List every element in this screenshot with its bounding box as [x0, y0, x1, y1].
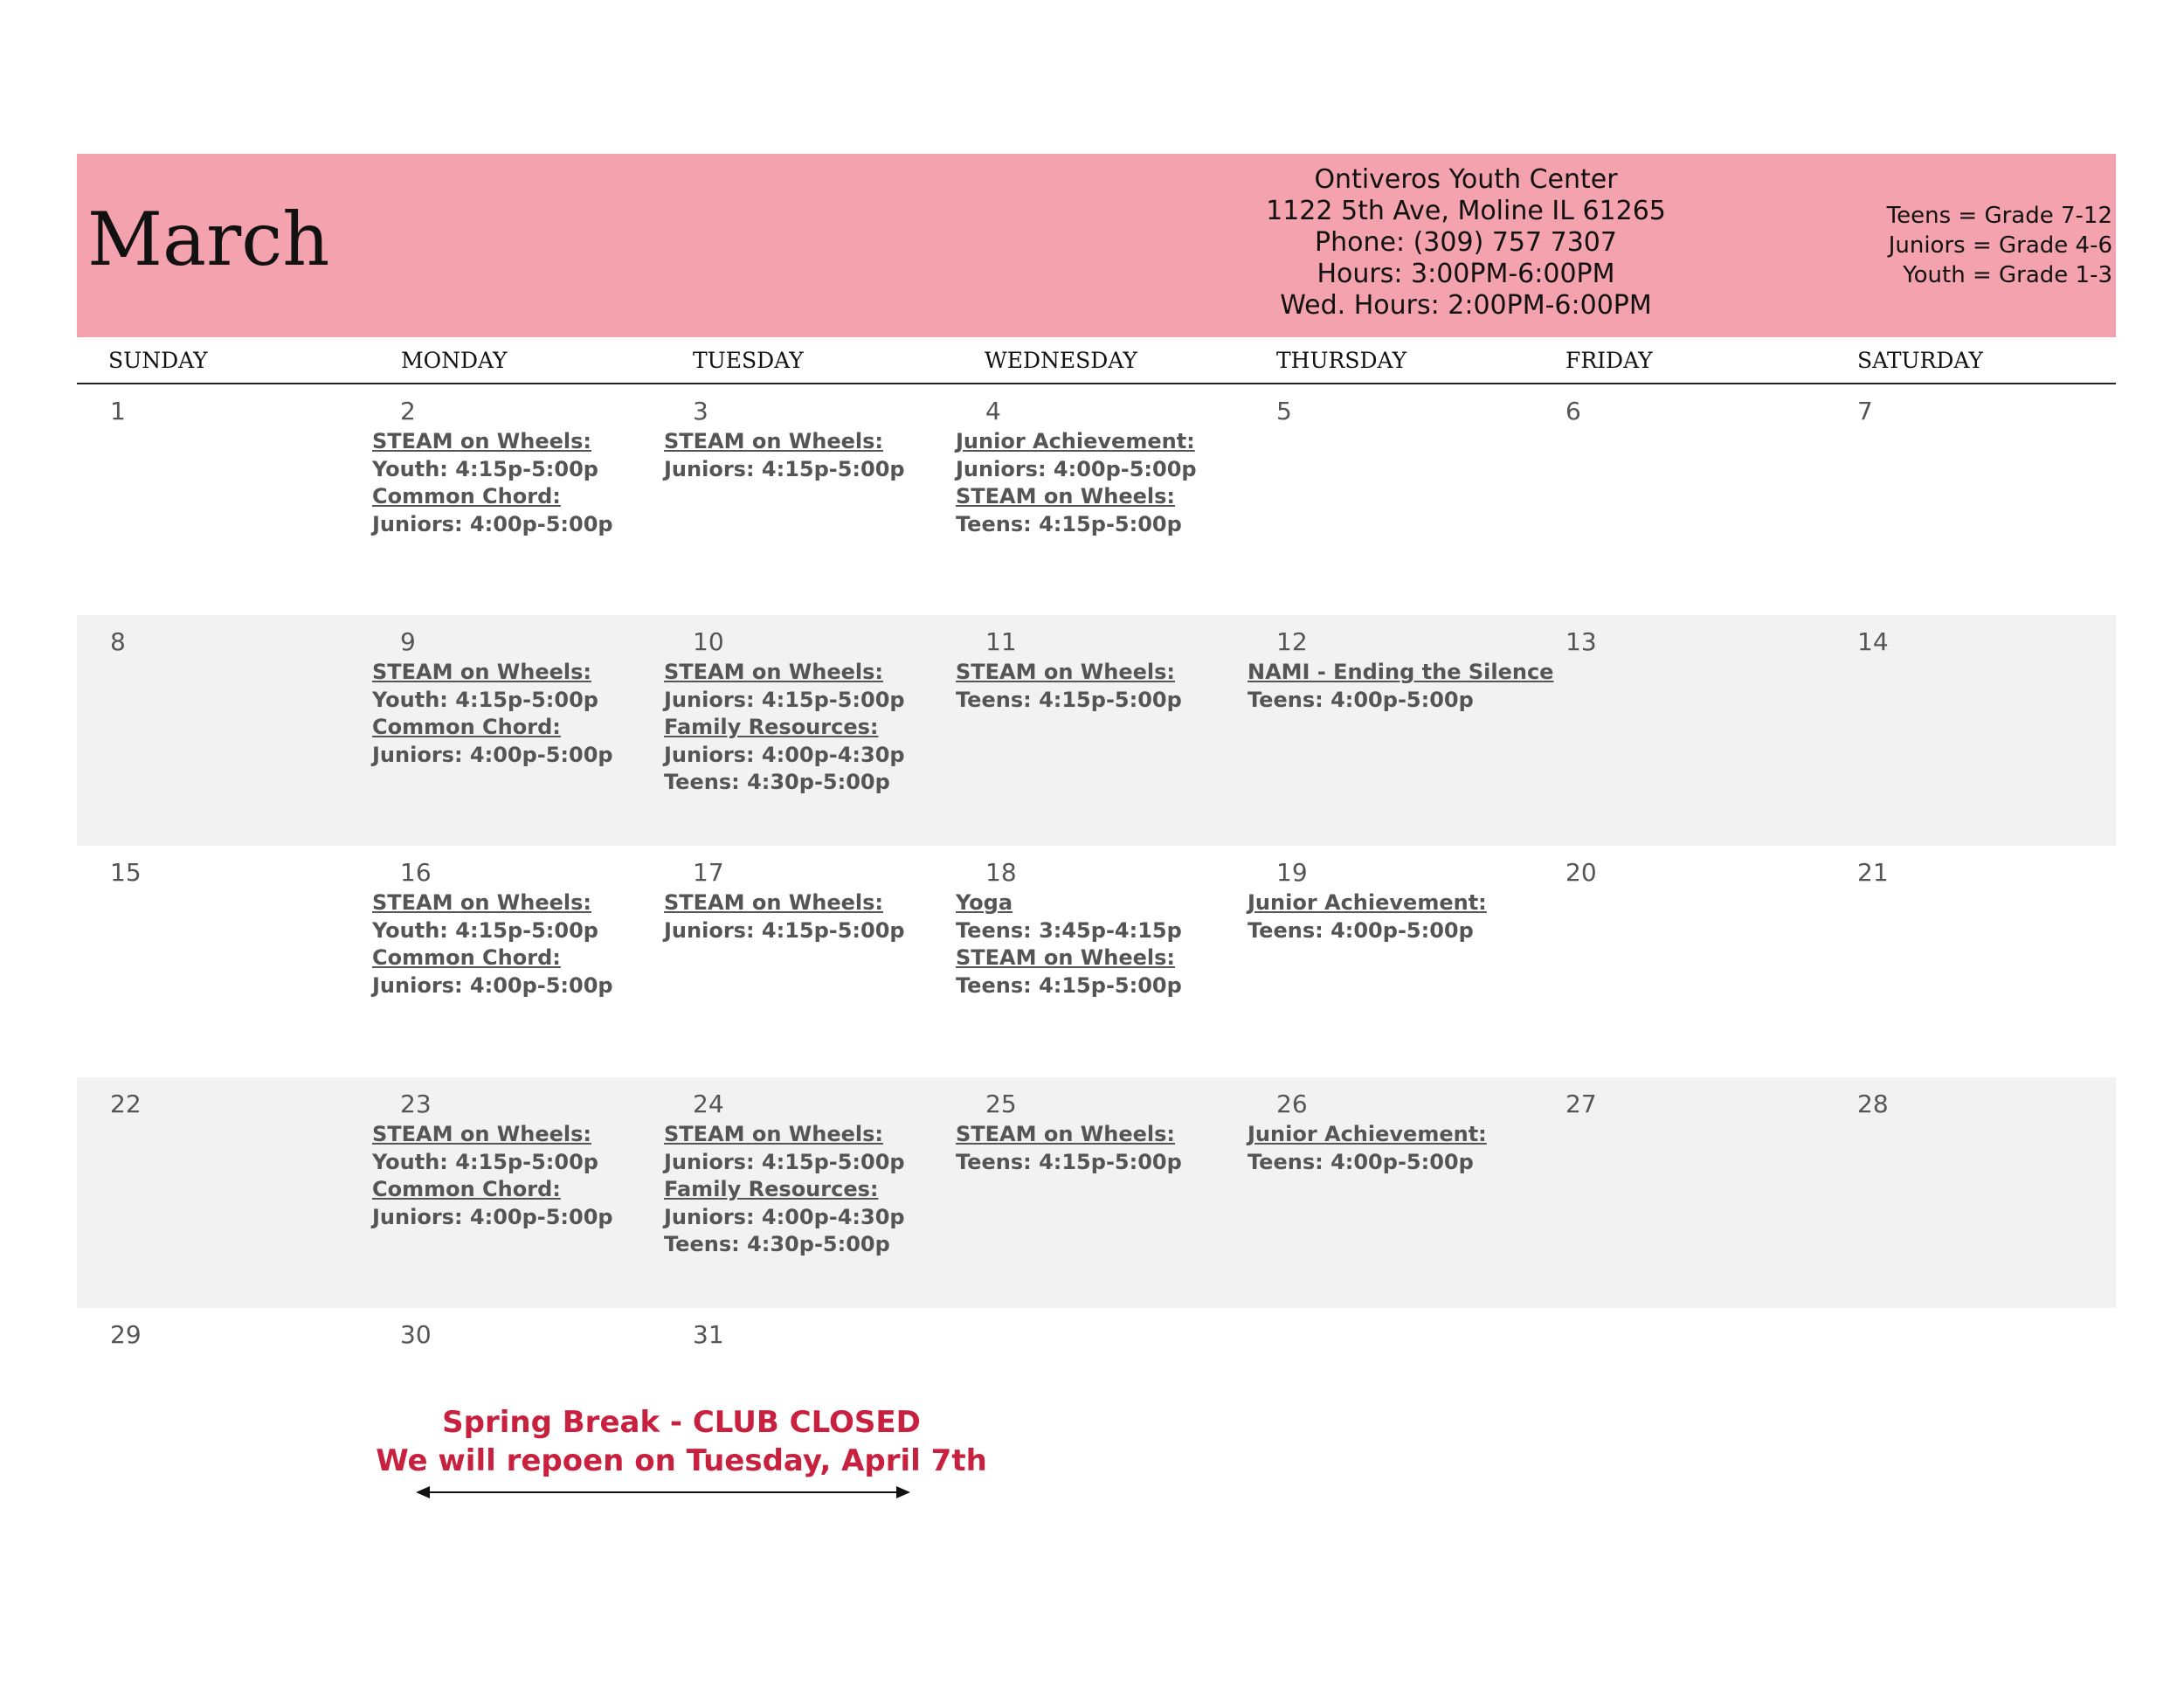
day-number: 25 [985, 1090, 1017, 1118]
weekday-friday: FRIDAY [1565, 348, 1653, 373]
day-number: 1 [110, 397, 126, 425]
event-time: Youth: 4:15p-5:00p [372, 917, 598, 943]
day-cell [950, 846, 1241, 1077]
day-cell [1533, 1077, 1824, 1308]
day-cell [77, 615, 368, 846]
event-title: Junior Achievement: [1248, 1122, 1487, 1146]
month-title: March [87, 197, 330, 282]
day-cell [368, 384, 659, 615]
day-cell [368, 846, 659, 1077]
day-number: 27 [1565, 1090, 1597, 1118]
day-cell [368, 1077, 659, 1308]
day-events [664, 889, 905, 944]
day-cell [1825, 846, 2116, 1077]
day-cell [77, 1077, 368, 1308]
day-events [372, 659, 613, 769]
day-number: 20 [1565, 858, 1597, 887]
event-time: Teens: 4:15p-5:00p [956, 687, 1182, 712]
day-events [1248, 659, 1553, 714]
day-events [664, 659, 905, 797]
day-cell [950, 384, 1241, 615]
day-number: 15 [110, 858, 142, 887]
day-cell [77, 1308, 368, 1448]
center-hours: Hours: 3:00PM-6:00PM [1317, 259, 1615, 289]
day-cell [1533, 846, 1824, 1077]
day-number: 3 [693, 397, 708, 425]
event-time: Youth: 4:15p-5:00p [372, 1149, 598, 1174]
day-cell [368, 615, 659, 846]
day-number: 28 [1857, 1090, 1889, 1118]
day-number: 13 [1565, 627, 1597, 656]
event-title: STEAM on Wheels: [372, 890, 592, 915]
day-events [1248, 1121, 1487, 1176]
week-row [77, 1077, 2116, 1308]
event-time: Juniors: 4:00p-4:30p [664, 1204, 905, 1229]
event-time: Teens: 4:15p-5:00p [956, 1149, 1182, 1174]
day-events [956, 428, 1197, 538]
event-title: Common Chord: [372, 945, 561, 970]
day-cell [1825, 615, 2116, 846]
center-phone: Phone: (309) 757 7307 [1315, 227, 1617, 258]
event-time: Teens: 4:30p-5:00p [664, 1232, 890, 1256]
legend-juniors: Juniors = Grade 4-6 [1888, 232, 2112, 259]
grade-legend [1887, 201, 2112, 290]
day-number: 10 [693, 627, 724, 656]
day-number: 4 [985, 397, 1001, 425]
day-number: 9 [400, 627, 416, 656]
weekday-header-row [77, 337, 2116, 384]
event-title: Common Chord: [372, 715, 561, 739]
legend-youth: Youth = Grade 1-3 [1903, 262, 2112, 288]
event-time: Juniors: 4:15p-5:00p [664, 917, 905, 943]
week-row [77, 384, 2116, 615]
week-row [77, 615, 2116, 846]
event-title: STEAM on Wheels: [956, 660, 1176, 684]
day-cell [1242, 1077, 1533, 1308]
event-time: Teens: 4:00p-5:00p [1248, 917, 1474, 943]
legend-teens: Teens = Grade 7-12 [1886, 203, 2112, 229]
day-events [956, 659, 1182, 714]
event-time: Juniors: 4:15p-5:00p [664, 1149, 905, 1174]
calendar-header [77, 154, 2116, 337]
day-events [956, 1121, 1182, 1176]
week-row [77, 846, 2116, 1077]
center-name: Ontiveros Youth Center [1314, 164, 1618, 195]
event-title: STEAM on Wheels: [372, 660, 592, 684]
event-title: Yoga [956, 890, 1013, 915]
event-time: Juniors: 4:15p-5:00p [664, 687, 905, 712]
event-title: Junior Achievement: [956, 429, 1195, 453]
event-title: Junior Achievement: [1248, 890, 1487, 915]
day-cell [660, 384, 950, 615]
event-title: STEAM on Wheels: [956, 1122, 1176, 1146]
weekday-saturday: SATURDAY [1857, 348, 1983, 373]
day-cell [1825, 1077, 2116, 1308]
day-number: 11 [985, 627, 1017, 656]
weekday-monday: MONDAY [401, 348, 508, 373]
event-time: Teens: 3:45p-4:15p [956, 917, 1182, 943]
event-title: Family Resources: [664, 715, 879, 739]
event-title: STEAM on Wheels: [956, 945, 1176, 970]
day-cell [77, 846, 368, 1077]
day-number: 7 [1857, 397, 1873, 425]
day-number: 8 [110, 627, 126, 656]
event-time: Teens: 4:00p-5:00p [1248, 1149, 1474, 1174]
day-events [372, 428, 613, 538]
day-cell [950, 615, 1241, 846]
day-number: 19 [1276, 858, 1308, 887]
day-number: 23 [400, 1090, 432, 1118]
day-cell [950, 1077, 1241, 1308]
center-wed-hours: Wed. Hours: 2:00PM-6:00PM [1280, 290, 1652, 321]
event-time: Juniors: 4:00p-5:00p [372, 1204, 613, 1229]
day-cell [660, 1077, 950, 1308]
event-title: Common Chord: [372, 1177, 561, 1201]
day-number: 26 [1276, 1090, 1308, 1118]
event-time: Juniors: 4:00p-5:00p [372, 511, 613, 536]
weekday-sunday: SUNDAY [108, 348, 208, 373]
event-time: Teens: 4:15p-5:00p [956, 511, 1182, 536]
event-time: Juniors: 4:00p-4:30p [664, 742, 905, 767]
notice-line-2: We will repoen on Tuesday, April 7th [376, 1443, 987, 1478]
day-number: 22 [110, 1090, 142, 1118]
day-events [372, 1121, 613, 1231]
event-title: STEAM on Wheels: [664, 660, 884, 684]
notice-line-1: Spring Break - CLUB CLOSED [442, 1405, 921, 1440]
day-number: 14 [1857, 627, 1889, 656]
day-events [372, 889, 613, 1000]
day-cell [1242, 846, 1533, 1077]
day-number: 29 [110, 1320, 142, 1349]
day-number: 6 [1565, 397, 1581, 425]
day-number: 24 [693, 1090, 724, 1118]
day-events [664, 1121, 905, 1259]
event-title: STEAM on Wheels: [664, 1122, 884, 1146]
day-cell [1242, 615, 1554, 846]
day-number: 18 [985, 858, 1017, 887]
day-number: 21 [1857, 858, 1889, 887]
event-time: Teens: 4:15p-5:00p [956, 972, 1182, 998]
day-cell [77, 384, 368, 615]
day-cell [1825, 384, 2116, 615]
day-number: 16 [400, 858, 432, 887]
day-number: 30 [400, 1320, 432, 1349]
event-title: STEAM on Wheels: [664, 890, 884, 915]
event-time: Youth: 4:15p-5:00p [372, 456, 598, 481]
event-title: STEAM on Wheels: [372, 429, 592, 453]
center-info [1160, 164, 1772, 322]
day-number: 12 [1276, 627, 1308, 656]
event-title: STEAM on Wheels: [372, 1122, 592, 1146]
event-time: Teens: 4:00p-5:00p [1248, 687, 1474, 712]
event-time: Juniors: 4:15p-5:00p [664, 456, 905, 481]
day-cell [660, 846, 950, 1077]
day-number: 17 [693, 858, 724, 887]
event-time: Teens: 4:30p-5:00p [664, 770, 890, 794]
day-number: 2 [400, 397, 416, 425]
spring-break-notice [349, 1403, 1013, 1480]
day-events [956, 889, 1182, 1000]
weekday-thursday: THURSDAY [1276, 348, 1407, 373]
day-cell [660, 615, 950, 846]
day-events [1248, 889, 1487, 944]
event-time: Juniors: 4:00p-5:00p [956, 456, 1197, 481]
event-time: Youth: 4:15p-5:00p [372, 687, 598, 712]
event-time: Juniors: 4:00p-5:00p [372, 972, 613, 998]
day-events [664, 428, 905, 483]
event-title: Family Resources: [664, 1177, 879, 1201]
event-title: NAMI - Ending the Silence [1248, 660, 1554, 684]
day-number: 5 [1276, 397, 1292, 425]
weekday-wednesday: WEDNESDAY [985, 348, 1137, 373]
event-title: STEAM on Wheels: [956, 484, 1176, 508]
day-number: 31 [693, 1320, 724, 1349]
event-title: Common Chord: [372, 484, 561, 508]
double-arrow-icon [416, 1482, 910, 1503]
event-title: STEAM on Wheels: [664, 429, 884, 453]
day-cell [1242, 384, 1533, 615]
weekday-tuesday: TUESDAY [693, 348, 804, 373]
event-time: Juniors: 4:00p-5:00p [372, 742, 613, 767]
center-address: 1122 5th Ave, Moline IL 61265 [1266, 196, 1666, 226]
day-cell [1533, 384, 1824, 615]
day-cell [1533, 615, 1824, 846]
